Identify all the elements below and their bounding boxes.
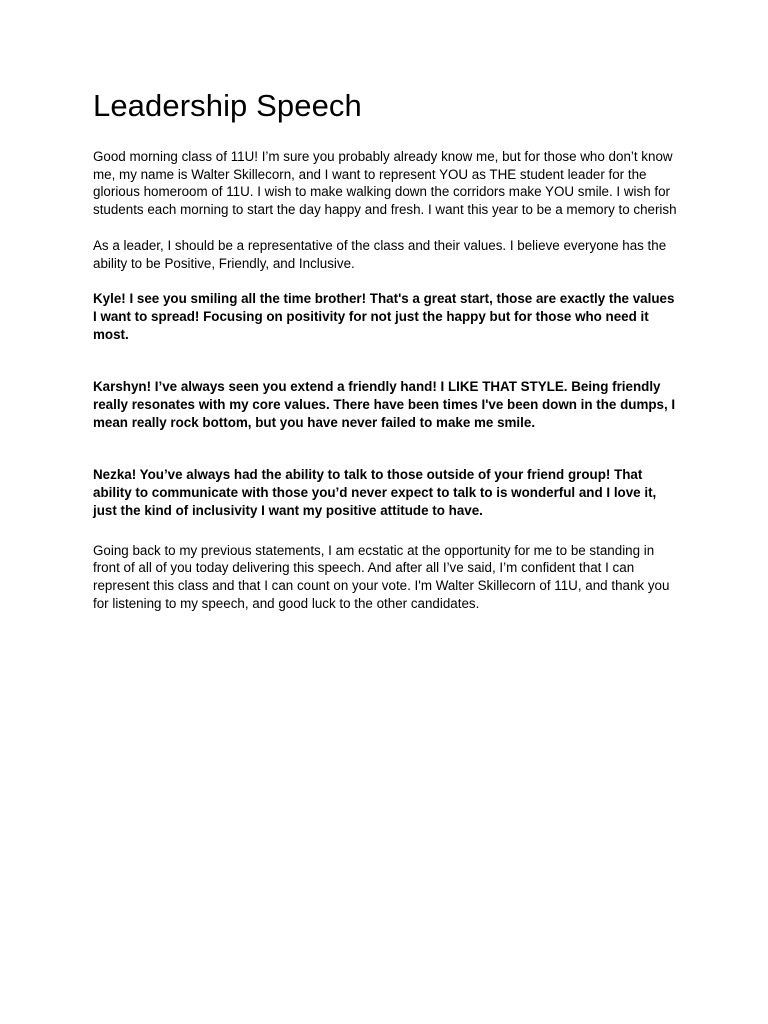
paragraph-nezka: Nezka! You’ve always had the ability to talk to those outside of your friend group! That ability to communicate with those you’d never expect to talk to is wonderful and I love it, just the kind of inclusivity I want my positive attitude to have. xyxy=(93,467,657,518)
document-body xyxy=(93,86,679,612)
document-title: Leadership Speech xyxy=(93,88,362,123)
paragraph-closing: Going back to my previous statements, I am ecstatic at the opportunity for me to be standing in front of all of you today delivering this speech. And after all I’ve said, I’m confident that I can represent this class and that I can count on your vote. I'm Walter Skillecorn of 11U, and thank you for listening to my speech, and good luck to the other candidates. xyxy=(93,542,670,611)
paragraph-kyle: Kyle! I see you smiling all the time brother! That's a great start, those are exactly the values I want to spread! Focusing on positivity for not just the happy but for those who need it most. xyxy=(93,291,675,342)
paragraph-karshyn: Karshyn! I’ve always seen you extend a friendly hand! I LIKE THAT STYLE. Being friendly really resonates with my core values. There have been times I've been down in the dumps, I mean really rock bottom, but you have never failed to make me smile. xyxy=(93,379,676,430)
paragraph-intro: Good morning class of 11U! I’m sure you probably already know me, but for those who don’t know me, my name is Walter Skillecorn, and I want to represent YOU as THE student leader for the glorious homeroom of 11U. I wish to make walking down the corridors make YOU smile. I wish for students each morning to start the day happy and fresh. I want this year to be a memory to cherish xyxy=(93,149,677,218)
paragraph-values: As a leader, I should be a representative of the class and their values. I believe everyone has the ability to be Positive, Friendly, and Inclusive. xyxy=(93,237,667,271)
